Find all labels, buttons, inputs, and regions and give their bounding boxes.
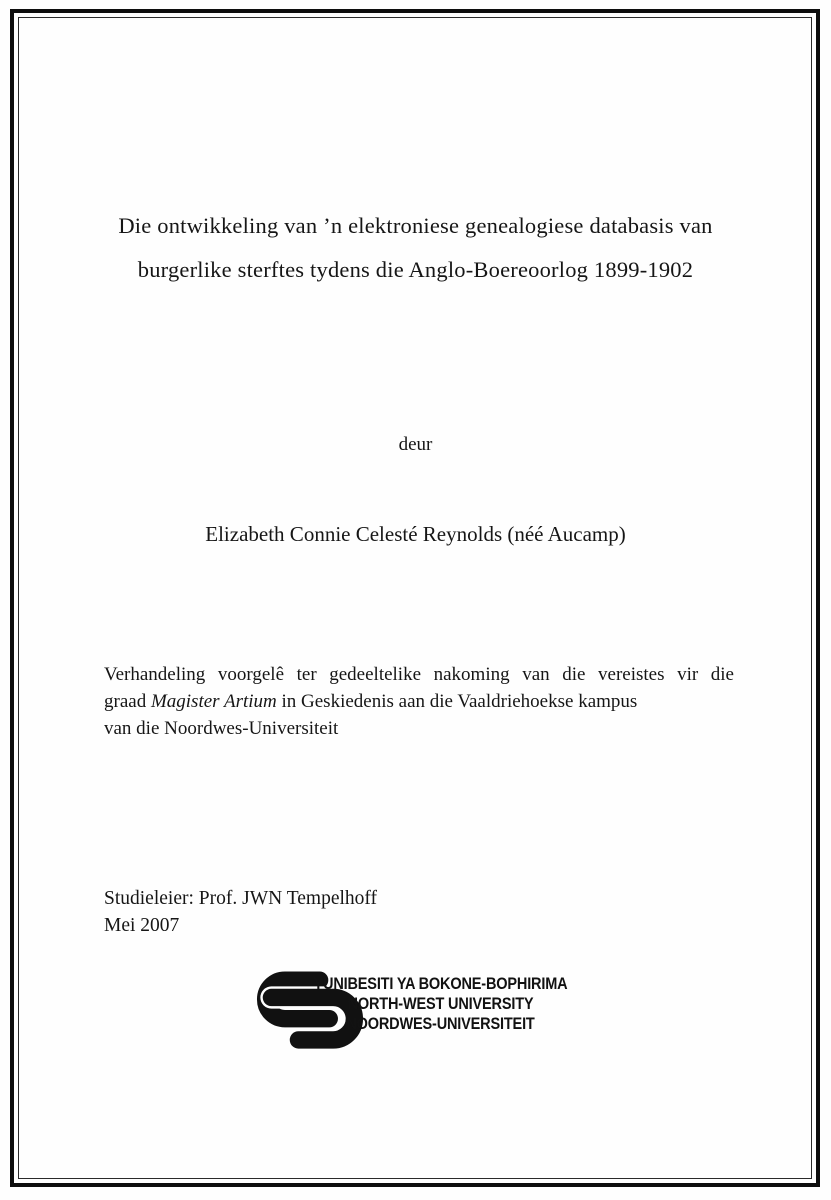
degree-statement-line2 (104, 688, 734, 715)
degree-statement (104, 661, 734, 742)
degree-statement-line1: Verhandeling voorgelê ter gedeeltelike nakoming van die vereistes vir die (104, 664, 734, 685)
date-line: Mei 2007 (104, 915, 180, 936)
logo-line-setswana: YUNIBESITI YA BOKONE-BOPHIRIMA (313, 975, 568, 993)
degree-statement-line2-prefix: graad (104, 691, 151, 712)
degree-statement-line2-suffix: in Geskiedenis aan die Vaaldriehoekse kampus (276, 691, 638, 712)
logo-line-english: NORTH-WEST UNIVERSITY (347, 995, 534, 1013)
thesis-title (60, 204, 771, 292)
thesis-title-line1: Die ontwikkeling van ’n elektroniese genealogiese databasis van (118, 213, 713, 238)
author-name: Elizabeth Connie Celesté Reynolds (néé Aucamp) (205, 522, 626, 546)
logo-line-afrikaans: NOORDWES-UNIVERSITEIT (346, 1015, 535, 1033)
degree-statement-line3: van die Noordwes-Universiteit (104, 718, 339, 739)
supervisor-line: Studieleier: Prof. JWN Tempelhoff (104, 888, 378, 909)
thesis-title-line2: burgerlike sterftes tydens die Anglo-Boereoorlog 1899-1902 (137, 257, 694, 282)
byline-label: deur (398, 434, 433, 455)
university-logo-text (312, 974, 569, 1034)
university-logo (256, 969, 601, 1057)
degree-name-italic: Magister Artium (150, 691, 277, 712)
